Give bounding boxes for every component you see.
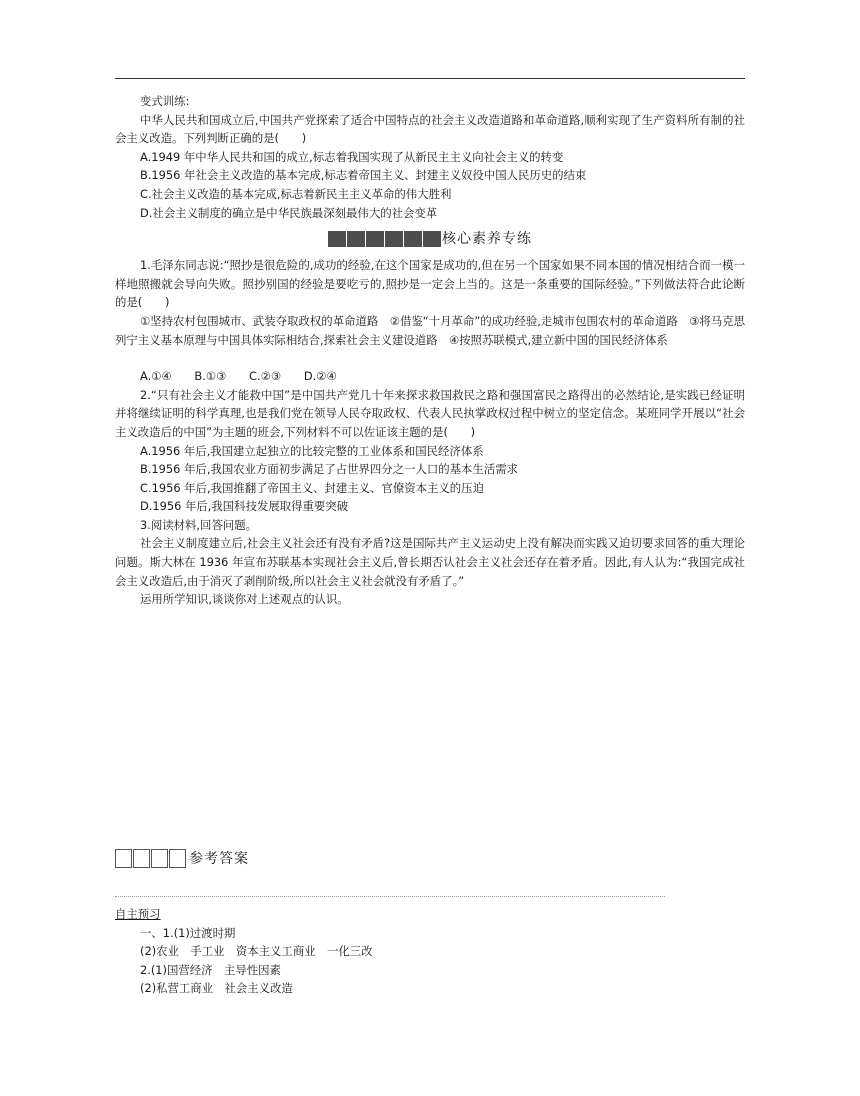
answers-divider bbox=[115, 896, 665, 897]
q2-option-a: A.1956 年后,我国建立起独立的比较完整的工业体系和国民经济体系 bbox=[140, 443, 484, 458]
q2-option-c: C.1956 年后,我国推翻了帝国主义、封建主义、官僚资本主义的压迫 bbox=[140, 480, 484, 495]
q1-statements: ①坚持农村包围城市、武装夺取政权的革命道路 ②借鉴“十月革命”的成功经验,走城市包围农村的革命道路 ③将马克思列宁主义基本原理与中国具体实际相结合,探索社会主义建设道路 ④按照苏联模式,建立新中国的国民经济体系 bbox=[115, 313, 745, 347]
answer-line-2: (2)农业 手工业 资本主义工商业 一化三改 bbox=[140, 944, 373, 959]
q3-task: 运用所学知识,谈谈你对上述观点的认识。 bbox=[140, 592, 349, 607]
section-heading-text: 核心素养专练 bbox=[442, 230, 532, 247]
q2-stem: 2.“只有社会主义才能救中国”是中国共产党几十年来探求救国救民之路和强国富民之路得出的必然结论,是实践已经证明并将继续证明的科学真理,也是我们党在领导人民夺取政权、代表人民执掌政权过程中树立的坚定信念。某班同学开展以“社会主义改造后的中国”为主题的班会,下列材料不可以佐证该主题的是( ) bbox=[115, 387, 745, 439]
q2-option-d: D.1956 年后,我国科技发展取得重要突破 bbox=[140, 499, 349, 514]
answer-line-1: 一、1.(1)过渡时期 bbox=[140, 925, 236, 940]
main-content bbox=[115, 92, 745, 609]
answers-content bbox=[115, 905, 745, 998]
variant-option-b: B.1956 年社会主义改造的基本完成,标志着帝国主义、封建主义奴役中国人民历史的结束 bbox=[140, 168, 587, 183]
answers-heading bbox=[115, 848, 249, 868]
answer-line-3: 2.(1)国营经济 主导性因素 bbox=[140, 962, 281, 977]
answers-heading-text: 参考答案 bbox=[189, 851, 249, 867]
answer-line-4: (2)私营工商业 社会主义改造 bbox=[140, 981, 293, 996]
section-heading-core bbox=[115, 224, 745, 254]
variant-option-a: A.1949 年中华人民共和国的成立,标志着我国实现了从新民主主义向社会主义的转变 bbox=[140, 149, 564, 164]
answers-section-title: 自主预习 bbox=[115, 907, 161, 921]
variant-title: 变式训练: bbox=[140, 94, 190, 108]
q3-stem: 3.阅读材料,回答问题。 bbox=[140, 517, 258, 532]
q3-material: 社会主义制度建立后,社会主义社会还有没有矛盾?这是国际共产主义运动史上没有解决而实践又迫切要求回答的重大理论问题。斯大林在 1936 年宣布苏联基本实现社会主义后,曾长期否认社会主义社会还存在着矛盾。因此,有人认为:“我国完成社会主义改造后,由于消灭了剥削阶级,所以社会主义社会就没有矛盾了。” bbox=[115, 536, 745, 588]
variant-stem: 中华人民共和国成立后,中国共产党探索了适合中国特点的社会主义改造道路和革命道路,顺利实现了生产资料所有制的社会主义改造。下列判断正确的是( ) bbox=[115, 112, 745, 146]
q2-option-b: B.1956 年后,我国农业方面初步满足了占世界四分之一人口的基本生活需求 bbox=[140, 462, 518, 477]
variant-option-d: D.社会主义制度的确立是中华民族最深刻最伟大的社会变革 bbox=[140, 205, 438, 220]
header-rule bbox=[115, 78, 745, 79]
heading-decoration bbox=[328, 231, 442, 247]
variant-option-c: C.社会主义改造的基本完成,标志着新民主主义革命的伟大胜利 bbox=[140, 186, 452, 201]
q1-stem: 1.毛泽东同志说:“照抄是很危险的,成功的经验,在这个国家是成功的,但在另一个国家如果不同本国的情况相结合而一模一样地照搬就会导向失败。照抄别国的经验是要吃亏的,照抄是一定会上当的。这是一条重要的国际经验。”下列做法符合此论断的是( ) bbox=[115, 258, 745, 310]
q1-choices: A.①④ B.①③ C.②③ D.②④ bbox=[140, 369, 337, 384]
